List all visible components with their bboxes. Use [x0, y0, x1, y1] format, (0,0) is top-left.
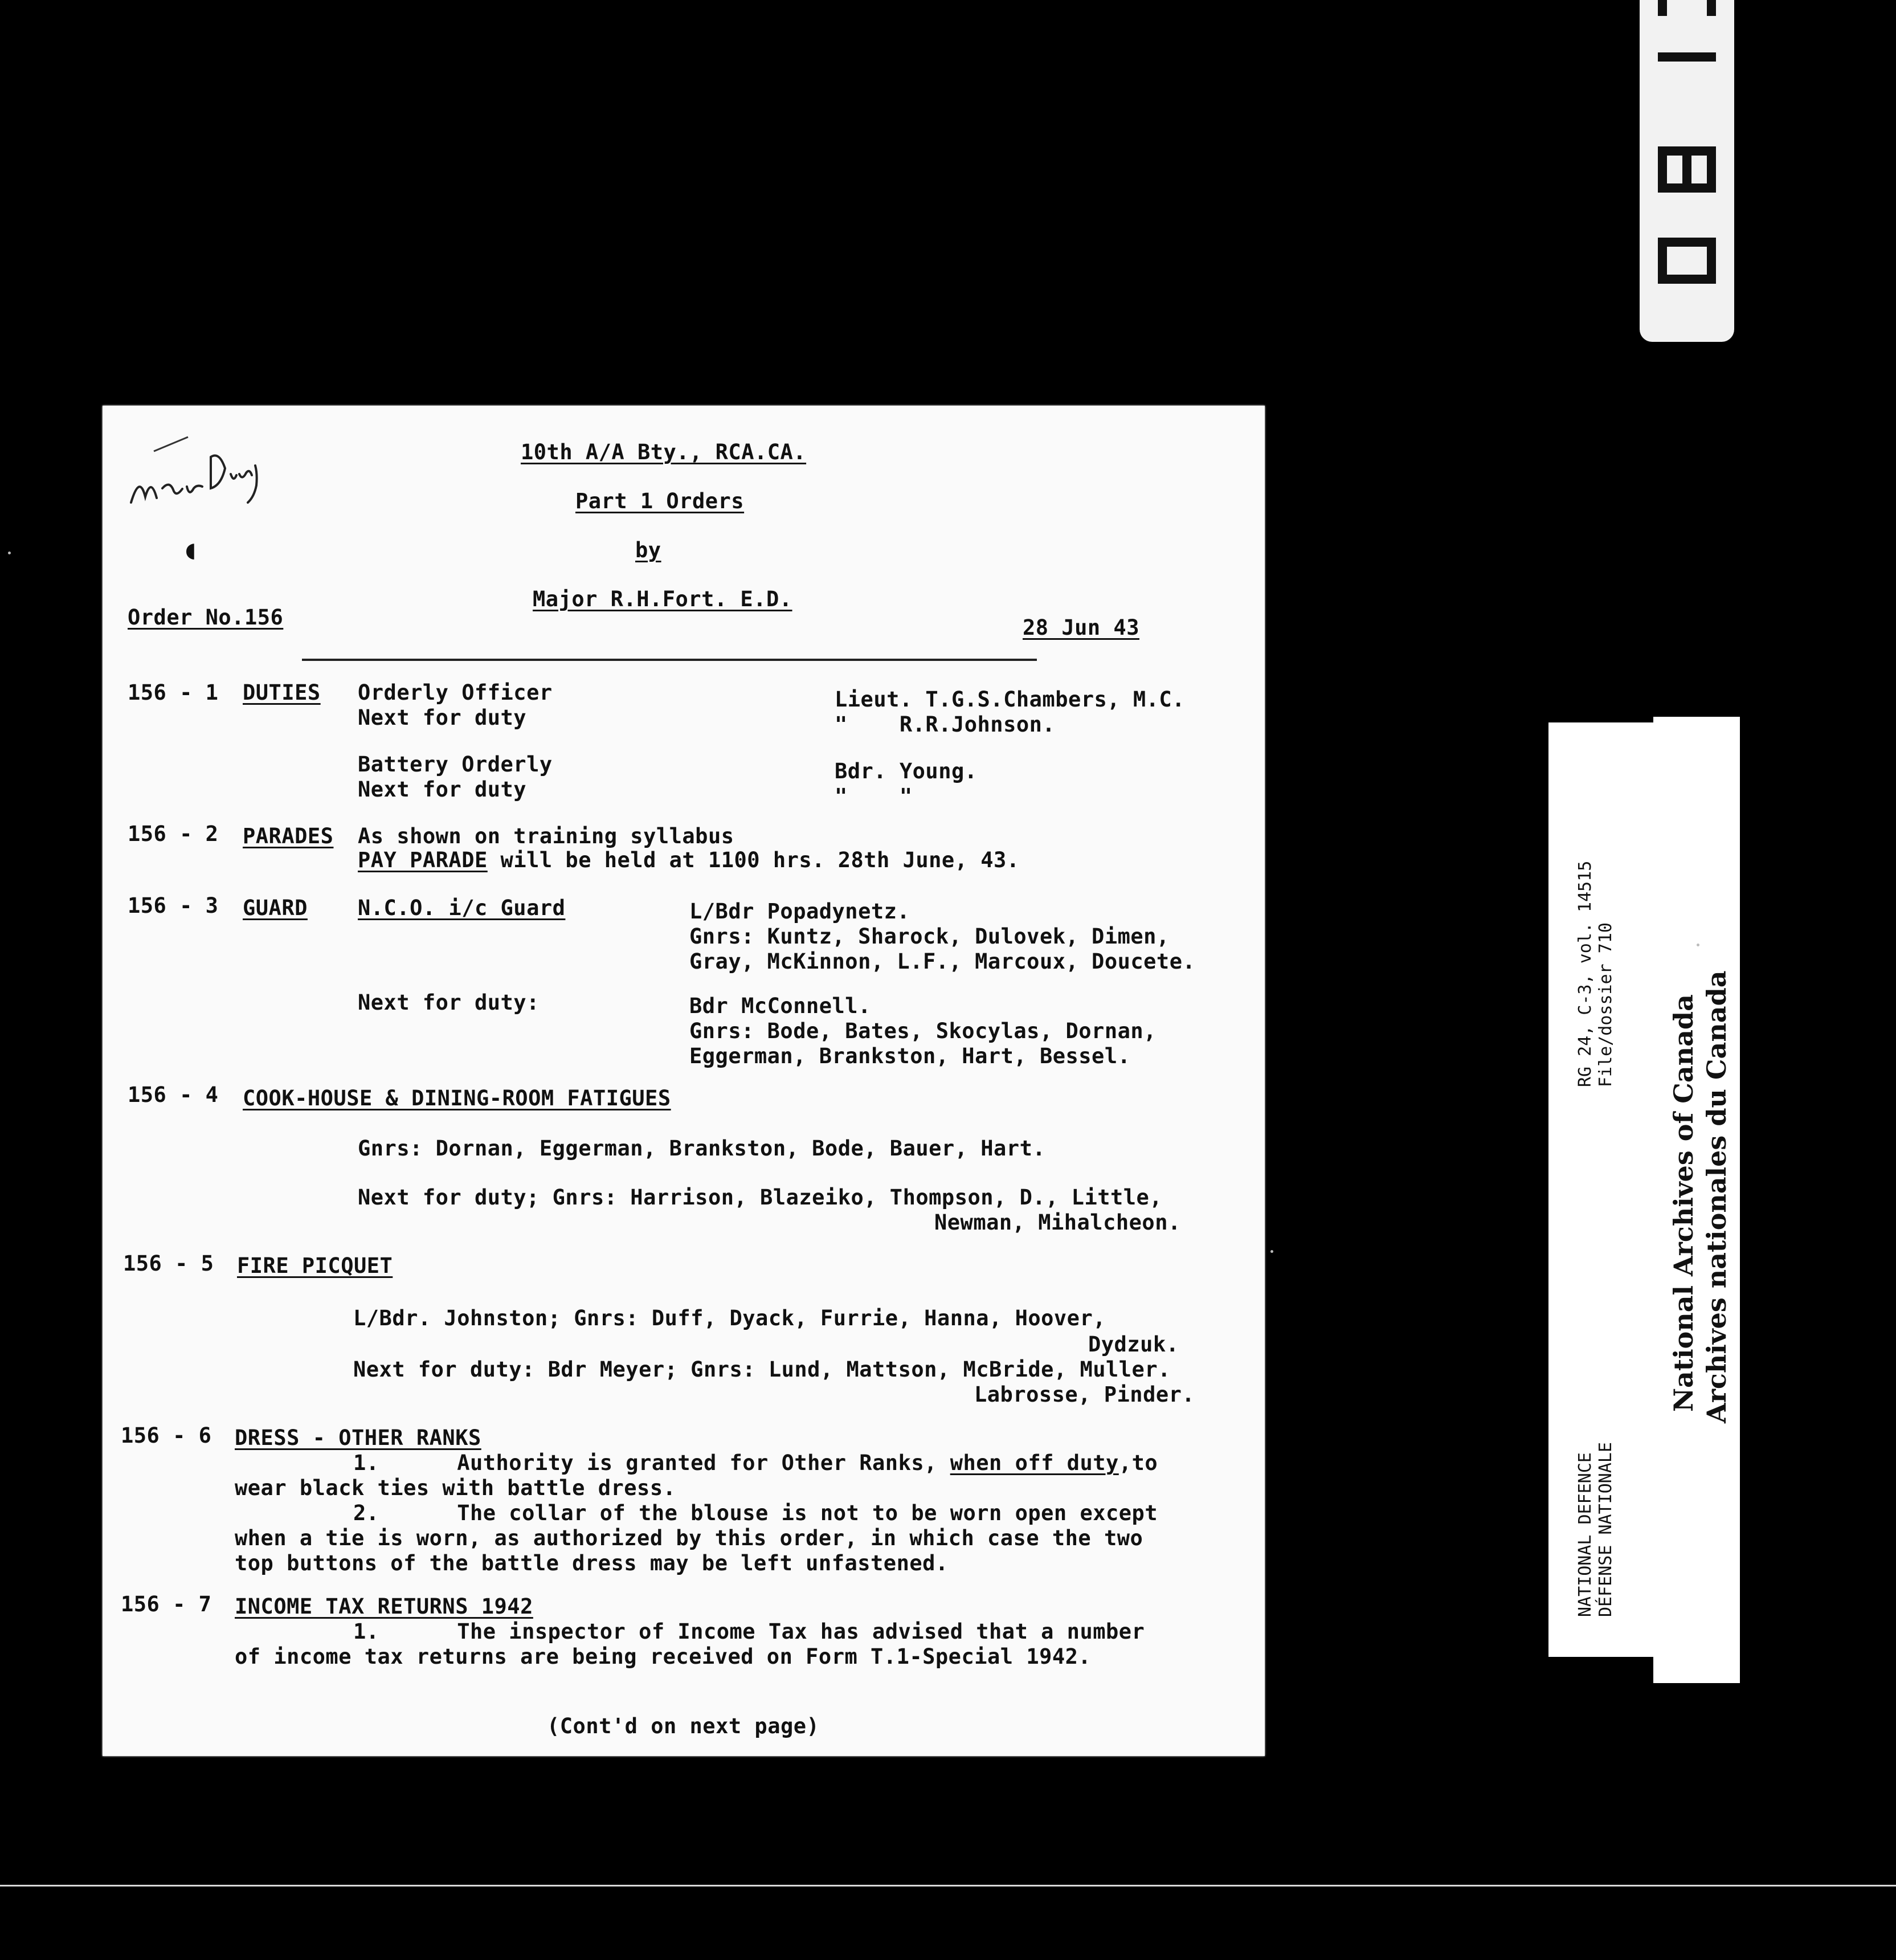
- archive-name-fr: Archives nationales du Canada: [1701, 970, 1732, 1423]
- pay-parade-line: [358, 848, 1020, 873]
- next-for-duty-label: Next for duty:: [358, 990, 540, 1015]
- reel-frame-number-glyphs: [1640, 0, 1734, 342]
- guard-gunners: Gray, McKinnon, L.F., Marcoux, Doucete.: [689, 949, 1196, 974]
- section-number: 156 - 1: [128, 680, 219, 705]
- order-number: Order No.156: [128, 605, 284, 630]
- dust-speck: [1270, 1250, 1273, 1253]
- picquet-next: Labrosse, Pinder.: [974, 1382, 1195, 1407]
- duty-label: Orderly Officer: [358, 680, 553, 705]
- unit-heading: 10th A/A Bty., RCA.CA.: [521, 440, 807, 464]
- section-number: 156 - 2: [128, 822, 219, 846]
- duty-assignee: " R.R.Johnson.: [835, 712, 1056, 737]
- archive-name-en: National Archives of Canada: [1668, 994, 1699, 1412]
- document-page: [103, 406, 1265, 1756]
- dress-paragraph: top buttons of the battle dress may be left unfastened.: [235, 1551, 949, 1575]
- duty-label: Battery Orderly: [358, 752, 553, 777]
- order-date: 28 Jun 43: [1023, 615, 1139, 640]
- reel-marker-strip: [1640, 0, 1734, 342]
- section-heading: DUTIES: [243, 680, 321, 705]
- picquet-line: L/Bdr. Johnston; Gnrs: Duff, Dyack, Furrie, Hanna, Hoover,: [353, 1306, 1106, 1330]
- dress-p1-emphasis: when off duty: [950, 1451, 1119, 1475]
- reference-line: File/dossier 710: [1596, 922, 1616, 1087]
- ink-smudge-mark: ◖: [182, 534, 199, 565]
- section-heading: COOK-HOUSE & DINING-ROOM FATIGUES: [243, 1086, 671, 1110]
- reference-line: RG 24, C-3, vol. 14515: [1575, 860, 1595, 1087]
- department-line: DÉFENSE NATIONALE: [1596, 1442, 1616, 1617]
- pay-parade-text: will be held at 1100 hrs. 28th June, 43.: [487, 848, 1020, 872]
- tax-paragraph: 1. The inspector of Income Tax has advised that a number: [353, 1619, 1145, 1644]
- issuer-line: Major R.H.Fort. E.D.: [533, 587, 792, 611]
- dress-p1-end: ,to: [1118, 1451, 1158, 1475]
- pay-parade-label: PAY PARADE: [358, 848, 488, 872]
- guard-gunners: Gnrs: Kuntz, Sharock, Dulovek, Dimen,: [689, 924, 1170, 949]
- picquet-line: Dydzuk.: [1088, 1332, 1179, 1357]
- section-number: 156 - 3: [128, 893, 219, 918]
- section-number: 156 - 5: [123, 1251, 214, 1276]
- fatigue-next: Next for duty; Gnrs: Harrison, Blazeiko, Thompson, D., Little,: [358, 1185, 1163, 1210]
- fatigue-next: Newman, Mihalcheon.: [934, 1210, 1181, 1235]
- fatigue-gunners: Gnrs: Dornan, Eggerman, Brankston, Bode, Bauer, Hart.: [358, 1136, 1046, 1161]
- picquet-next: Next for duty: Bdr Meyer; Gnrs: Lund, Mattson, McBride, Muller.: [353, 1357, 1171, 1382]
- dress-p1-text: 1. Authority is granted for Other Ranks,: [353, 1451, 950, 1475]
- section-heading: FIRE PICQUET: [237, 1253, 393, 1278]
- guard-next-gunners: Gnrs: Bode, Bates, Skocylas, Dornan,: [689, 1019, 1157, 1043]
- archive-label: [1653, 717, 1740, 1683]
- department-line: NATIONAL DEFENCE: [1575, 1452, 1595, 1617]
- duty-label: Next for duty: [358, 777, 527, 802]
- dress-paragraph: 2. The collar of the blouse is not to be worn open except: [353, 1501, 1158, 1525]
- parade-text: As shown on training syllabus: [358, 824, 734, 848]
- section-heading: PARADES: [243, 824, 334, 848]
- orders-title: Part 1 Orders: [575, 489, 745, 513]
- duty-assignee: Lieut. T.G.S.Chambers, M.C.: [835, 687, 1185, 712]
- scan-baseline: [0, 1885, 1896, 1886]
- section-heading: DRESS - OTHER RANKS: [235, 1426, 481, 1450]
- reference-label: [1548, 722, 1656, 1657]
- duty-assignee: " ": [835, 784, 913, 808]
- guard-next-bdr: Bdr McConnell.: [689, 994, 871, 1018]
- guard-nco: L/Bdr Popadynetz.: [689, 899, 910, 924]
- duty-label: Next for duty: [358, 705, 527, 730]
- dust-speck: [1697, 944, 1699, 946]
- section-heading: INCOME TAX RETURNS 1942: [235, 1594, 533, 1619]
- by-line: by: [635, 538, 661, 562]
- handwritten-war-diary-annotation: [120, 434, 262, 514]
- section-number: 156 - 7: [121, 1592, 212, 1616]
- tax-paragraph: of income tax returns are being received on Form T.1-Special 1942.: [235, 1644, 1092, 1669]
- guard-nco-label: N.C.O. i/c Guard: [358, 896, 566, 920]
- header-rule: [302, 659, 1037, 661]
- continued-note: (Cont'd on next page): [547, 1714, 820, 1738]
- duty-assignee: Bdr. Young.: [835, 759, 978, 783]
- dust-speck: [8, 552, 11, 554]
- section-heading: GUARD: [243, 896, 308, 920]
- dress-paragraph: when a tie is worn, as authorized by this order, in which case the two: [235, 1526, 1143, 1550]
- section-number: 156 - 6: [121, 1423, 212, 1448]
- section-number: 156 - 4: [128, 1083, 219, 1107]
- guard-next-gunners: Eggerman, Brankston, Hart, Bessel.: [689, 1044, 1131, 1068]
- dress-paragraph: wear black ties with battle dress.: [235, 1476, 676, 1500]
- dress-paragraph: [353, 1451, 1158, 1476]
